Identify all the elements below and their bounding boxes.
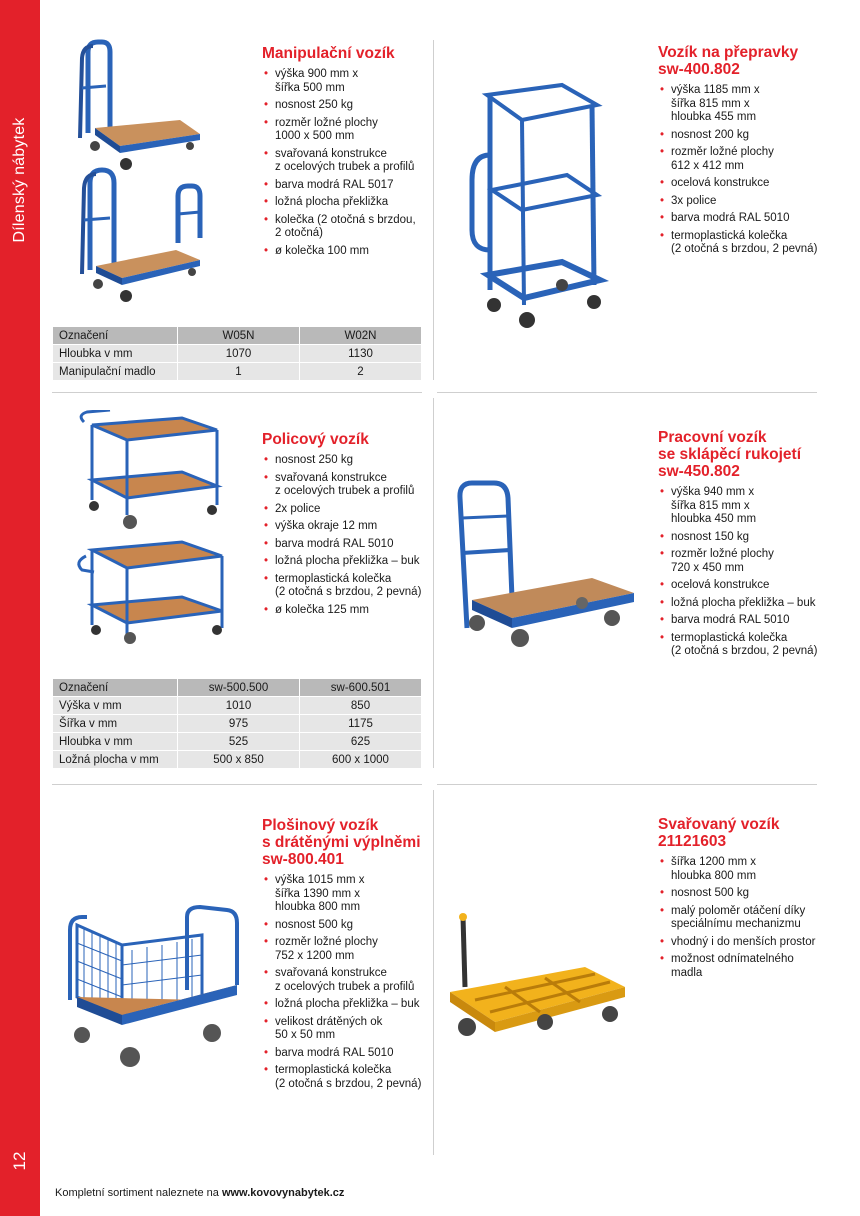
title-line: 21121603: [658, 833, 727, 850]
title-line: sw-800.401: [262, 851, 344, 868]
plosinovy-title: [262, 817, 432, 868]
spec-item: [262, 1047, 432, 1061]
spec-item: [658, 905, 828, 932]
spec-item: [262, 919, 432, 933]
table-cell: Výška v mm: [53, 697, 178, 715]
prepravky-title: [658, 44, 828, 78]
title-line: se sklápěcí rukojetí: [658, 446, 802, 463]
spec-item: [658, 486, 828, 527]
table-row: [53, 345, 422, 363]
spec-line: • velikost drátěných ok: [275, 1015, 383, 1028]
prepravky-cart-image: [462, 80, 632, 330]
spec-line: • šířka 1200 mm x: [671, 856, 756, 868]
title-line: sw-400.802: [658, 61, 740, 78]
prepravky-specs: [658, 84, 828, 257]
spec-item: [658, 614, 828, 628]
footer-link[interactable]: www.kovovynabytek.cz: [221, 1187, 345, 1199]
spec-line: hloubka 455 mm: [671, 111, 757, 123]
title-line: Vozík na přepravky: [658, 44, 799, 61]
spec-line: 612 x 412 mm: [671, 159, 744, 172]
spec-item: [262, 520, 432, 534]
table-row: [53, 697, 422, 715]
pracovni-title: [658, 429, 828, 480]
spec-line: • výška 940 mm x: [671, 486, 755, 498]
spec-line: • rozměr ložné plochy: [671, 548, 774, 560]
page-number: 12: [10, 1151, 29, 1171]
table-cell: W05N: [178, 327, 300, 345]
spec-item: [658, 531, 828, 545]
svarovany-block: [658, 816, 828, 984]
spec-line: • 3x police: [671, 194, 717, 207]
spec-line: • malý poloměr otáčení díky: [671, 904, 806, 917]
spec-item: [658, 146, 828, 173]
spec-line: • ložná plocha překližka – buk: [275, 998, 420, 1010]
policovy-block: [262, 431, 432, 621]
spec-line: • termoplastická kolečka: [275, 1064, 392, 1076]
spec-item: [658, 84, 828, 125]
table-cell: 500 x 850: [178, 751, 300, 769]
spec-line: • ø kolečka 100 mm: [275, 244, 369, 257]
spec-line: 2 otočná): [275, 227, 323, 239]
spec-line: • vhodný i do menších prostor: [671, 935, 816, 948]
table-cell: W02N: [300, 327, 422, 345]
table-cell: 975: [178, 715, 300, 733]
spec-line: • ocelová konstrukce: [671, 579, 770, 591]
spec-line: • svařovaná konstrukce: [275, 967, 387, 979]
spec-item: [658, 632, 828, 659]
manipulacni-cart-image: [60, 38, 260, 306]
spec-line: šířka 500 mm: [275, 81, 345, 94]
spec-line: • výška 1015 mm x: [275, 874, 365, 886]
spec-item: [262, 538, 432, 552]
spec-line: z ocelových trubek a profilů: [275, 980, 415, 993]
spec-line: • termoplastická kolečka: [275, 572, 392, 585]
table-cell: Hloubka v mm: [53, 345, 178, 363]
spec-item: [262, 1064, 432, 1091]
policovy-table: [52, 678, 422, 769]
spec-item: [262, 967, 432, 994]
spec-item: [658, 212, 828, 226]
title-line: Policový vozík: [262, 431, 369, 448]
spec-line: • barva modrá RAL 5017: [275, 178, 394, 191]
spec-line: • ložná plocha překližka – buk: [275, 555, 420, 567]
spec-line: (2 otočná s brzdou, 2 pevná): [671, 243, 818, 255]
spec-line: • ø kolečka 125 mm: [275, 603, 369, 616]
spec-line: 720 x 450 mm: [671, 561, 744, 574]
table-cell: 1070: [178, 345, 300, 363]
table-cell: 1130: [300, 345, 422, 363]
spec-line: • barva modrá RAL 5010: [671, 614, 790, 626]
spec-item: [262, 179, 432, 193]
spec-item: [262, 214, 432, 241]
plosinovy-specs: [262, 874, 432, 1091]
row-divider-right-2: [437, 784, 817, 785]
spec-item: [658, 177, 828, 191]
spec-item: [262, 503, 432, 517]
table-header-row: [53, 327, 422, 345]
section-title: Dílenský nábytek: [11, 117, 28, 243]
spec-line: • nosnost 250 kg: [275, 99, 354, 111]
manipulacni-table: [52, 326, 422, 381]
table-cell: Hloubka v mm: [53, 733, 178, 751]
svarovany-specs: [658, 856, 828, 980]
spec-line: šířka 815 mm x: [671, 97, 750, 110]
title-line: Plošinový vozík: [262, 817, 379, 834]
table-cell: 1010: [178, 697, 300, 715]
spec-item: [658, 856, 828, 883]
spec-line: • kolečka (2 otočná s brzdou,: [275, 213, 416, 226]
table-cell: 850: [300, 697, 422, 715]
spec-item: [658, 579, 828, 593]
spec-item: [262, 604, 432, 618]
spec-line: • rozměr ložné plochy: [275, 936, 378, 948]
spec-line: (2 otočná s brzdou, 2 pevná): [275, 1077, 422, 1090]
spec-item: [658, 129, 828, 143]
table-cell: Šířka v mm: [53, 715, 178, 733]
spec-item: [658, 597, 828, 611]
table-cell: sw-600.501: [300, 679, 422, 697]
spec-item: [262, 454, 432, 468]
table-cell: Označení: [53, 327, 178, 345]
spec-item: [262, 68, 432, 95]
spec-item: [658, 548, 828, 575]
table-cell: 625: [300, 733, 422, 751]
spec-item: [658, 936, 828, 950]
spec-line: hloubka 800 mm: [275, 901, 361, 913]
table-cell: 1: [178, 363, 300, 381]
spec-item: [658, 230, 828, 257]
spec-line: 1000 x 500 mm: [275, 130, 355, 142]
svarovany-title: [658, 816, 828, 850]
spec-line: • svařovaná konstrukce: [275, 471, 387, 484]
table-header-row: [53, 679, 422, 697]
spec-line: • nosnost 250 kg: [275, 454, 354, 466]
spec-line: • termoplastická kolečka: [671, 229, 788, 242]
spec-line: • barva modrá RAL 5010: [275, 1046, 394, 1059]
row-divider-right-1: [437, 392, 817, 393]
spec-line: hloubka 450 mm: [671, 513, 757, 525]
table-cell: 2: [300, 363, 422, 381]
spec-line: z ocelových trubek a profilů: [275, 161, 415, 173]
spec-line: • nosnost 500 kg: [275, 918, 354, 931]
spec-line: • výška 1185 mm x: [671, 84, 760, 96]
table-row: [53, 733, 422, 751]
spec-item: [262, 998, 432, 1012]
spec-line: • svařovaná konstrukce: [275, 147, 387, 160]
spec-line: • výška 900 mm x: [275, 68, 359, 80]
table-cell: Označení: [53, 679, 178, 697]
spec-line: • nosnost 150 kg: [671, 530, 750, 543]
spec-item: [262, 148, 432, 175]
spec-item: [262, 936, 432, 963]
spec-line: • výška okraje 12 mm: [275, 520, 378, 532]
spec-item: [262, 117, 432, 144]
spec-line: • ložná plocha překližka – buk: [671, 596, 816, 609]
spec-line: • rozměr ložné plochy: [275, 116, 378, 129]
spec-line: speciálnímu mechanizmu: [671, 918, 801, 930]
column-divider-2: [433, 398, 434, 768]
spec-line: • ložná plocha překližka: [275, 196, 389, 208]
spec-line: šířka 1390 mm x: [275, 887, 360, 900]
spec-line: šířka 815 mm x: [671, 499, 750, 512]
spec-item: [262, 573, 432, 600]
pracovni-specs: [658, 486, 828, 659]
policovy-specs: [262, 454, 432, 617]
plosinovy-block: [262, 817, 432, 1095]
title-line: sw-450.802: [658, 463, 740, 480]
column-divider-3: [433, 790, 434, 1155]
spec-item: [658, 195, 828, 209]
row-divider-left-1: [52, 392, 422, 393]
table-row: [53, 363, 422, 381]
spec-line: • barva modrá RAL 5010: [671, 212, 790, 224]
title-line: Svařovaný vozík: [658, 816, 780, 833]
spec-line: 752 x 1200 mm: [275, 949, 355, 962]
manipulacni-block: [262, 45, 432, 262]
pracovni-cart-image: [452, 478, 642, 658]
spec-item: [658, 953, 828, 980]
spec-item: [262, 1016, 432, 1043]
spec-line: (2 otočná s brzdou, 2 pevná): [275, 586, 422, 598]
spec-item: [262, 99, 432, 113]
column-divider-1: [433, 40, 434, 380]
spec-item: [262, 245, 432, 259]
table-cell: Manipulační madlo: [53, 363, 178, 381]
footer: [55, 1187, 344, 1199]
footer-text: Kompletní sortiment naleznete na: [55, 1187, 222, 1199]
table-row: [53, 715, 422, 733]
spec-line: z ocelových trubek a profilů: [275, 485, 415, 497]
prepravky-block: [658, 44, 828, 261]
spec-line: • nosnost 200 kg: [671, 128, 750, 141]
spec-item: [262, 555, 432, 569]
title-line: s drátěnými výplněmi: [262, 834, 421, 851]
table-row: [53, 751, 422, 769]
table-cell: Ložná plocha v mm: [53, 751, 178, 769]
spec-item: [658, 887, 828, 901]
svarovany-cart-image: [445, 912, 645, 1042]
spec-item: [262, 472, 432, 499]
table-cell: 525: [178, 733, 300, 751]
manipulacni-title: [262, 45, 432, 62]
spec-line: • rozměr ložné plochy: [671, 146, 774, 158]
policovy-title: [262, 431, 432, 448]
spec-line: • termoplastická kolečka: [671, 631, 788, 644]
title-line: Manipulační vozík: [262, 45, 395, 62]
plosinovy-cart-image: [62, 905, 252, 1075]
spec-line: • nosnost 500 kg: [671, 887, 750, 899]
title-line: Pracovní vozík: [658, 429, 767, 446]
pracovni-block: [658, 429, 828, 663]
policovy-cart-image: [62, 410, 232, 645]
spec-line: • ocelová konstrukce: [671, 177, 770, 189]
spec-item: [262, 196, 432, 210]
manipulacni-specs: [262, 68, 432, 258]
table-cell: 600 x 1000: [300, 751, 422, 769]
table-cell: sw-500.500: [178, 679, 300, 697]
spec-line: hloubka 800 mm: [671, 869, 757, 882]
table-cell: 1175: [300, 715, 422, 733]
row-divider-left-2: [52, 784, 422, 785]
spec-line: madla: [671, 966, 703, 979]
spec-line: • možnost odnímatelného: [671, 953, 794, 965]
spec-line: (2 otočná s brzdou, 2 pevná): [671, 645, 818, 657]
spec-item: [262, 874, 432, 915]
spec-line: • barva modrá RAL 5010: [275, 537, 394, 550]
spec-line: • 2x police: [275, 502, 321, 515]
spec-line: 50 x 50 mm: [275, 1029, 336, 1041]
